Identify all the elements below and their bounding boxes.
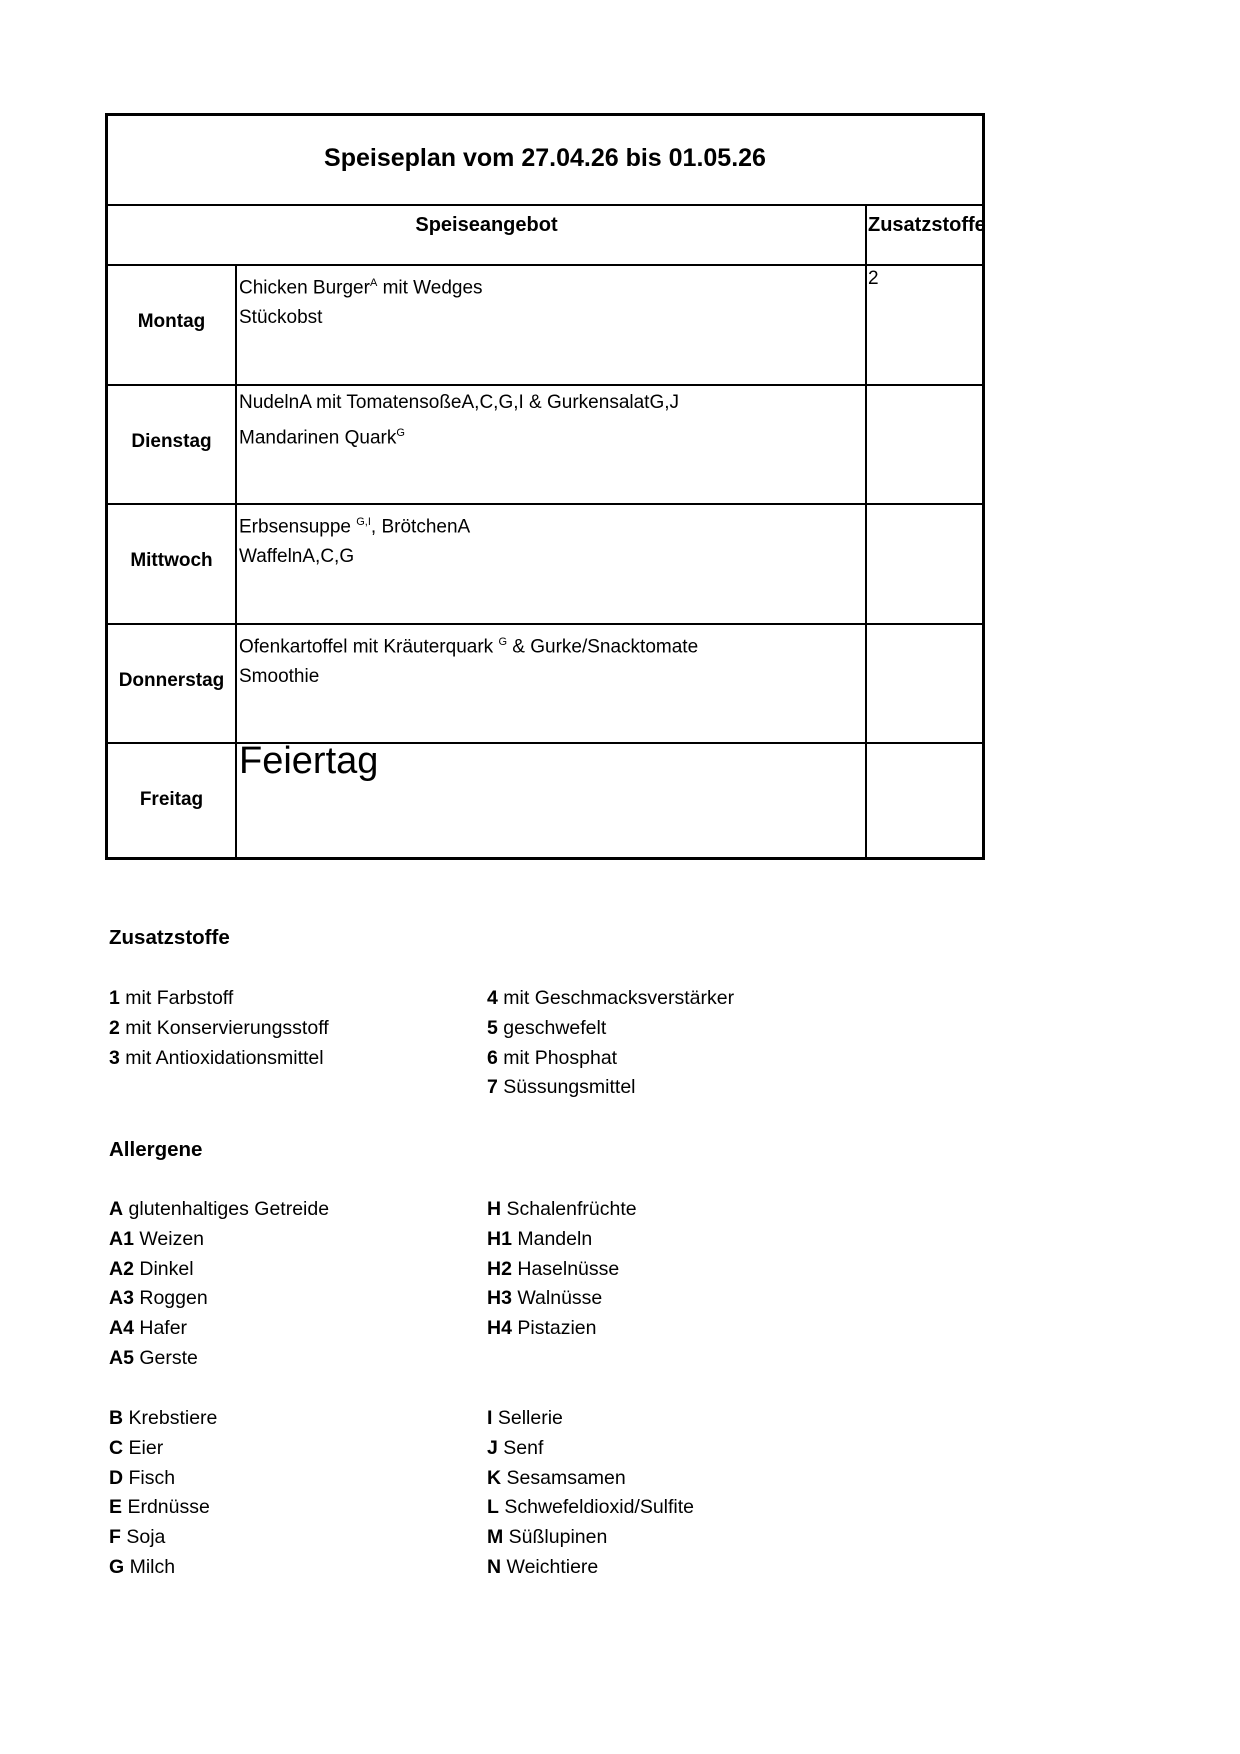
legend-item [487,1258,619,1281]
legend-item [109,1437,163,1460]
legend-key: D [109,1466,124,1489]
divider [108,204,982,206]
legend-item [109,1496,210,1519]
legend-value: Hafer [139,1317,188,1340]
legend-item [109,1228,204,1251]
legend-value: Weichtiere [506,1556,599,1578]
meal-line [239,662,698,692]
meal-fragment: mit Wedges [377,277,483,299]
additives-heading: Zusatzstoffe [109,926,230,949]
meal-line [239,303,483,333]
legend-key: 3 [109,1046,120,1069]
meal-text [239,388,679,453]
meal-line [239,418,679,453]
column-header-offer: Speiseangebot [415,214,558,236]
legend-key: A2 [109,1257,134,1280]
divider [108,503,982,505]
legend-item [109,1258,194,1281]
legend-value: Krebstiere [128,1407,218,1429]
legend-value: Schalenfrüchte [506,1198,637,1220]
day-label: Montag [137,311,206,332]
legend-key: L [487,1496,499,1519]
allergen-superscript: G,I [356,516,371,528]
divider [108,623,982,625]
legend-value: mit Antioxidationsmittel [125,1046,324,1069]
legend-item [109,1347,198,1370]
legend-value: mit Phosphat [503,1046,618,1069]
legend-key: A3 [109,1287,134,1310]
legend-key: 4 [487,987,498,1009]
legend-value: mit Konservierungsstoff [125,1016,329,1039]
meal-text [239,627,698,692]
legend-key: F [109,1526,121,1549]
legend-value: Mandeln [517,1227,593,1250]
legend-item [487,1407,563,1430]
day-label: Donnerstag [118,669,225,691]
meal-fragment: Erbsensuppe [239,516,357,538]
meal-text [239,740,379,782]
legend-value: Pistazien [517,1317,597,1340]
legend-key: 2 [109,1016,120,1039]
divider [235,264,237,857]
legend-item [109,1407,217,1430]
legend-key: E [109,1496,123,1519]
legend-item [487,1228,592,1251]
legend-value: Soja [126,1526,166,1549]
legend-key: B [109,1407,124,1429]
meal-fragment: Feiertag [239,740,379,782]
meal-fragment: WaffelnA,C,G [239,546,355,568]
divider [865,204,867,857]
legend-key: J [487,1436,498,1459]
meal-fragment: NudelnA mit TomatensoßeA,C,G,I & GurkensalatG,J [239,391,680,413]
legend-item [487,1287,602,1310]
legend-value: Roggen [139,1287,208,1310]
legend-value: Milch [129,1556,176,1578]
divider [108,384,982,386]
legend-value: Fisch [128,1466,176,1489]
legend-key: N [487,1556,502,1578]
day-label: Freitag [139,789,204,810]
legend-item [487,1526,607,1549]
allergen-superscript: G [498,635,507,648]
legend-key: A [109,1198,124,1220]
legend-item [487,1496,694,1519]
legend-value: Süßlupinen [508,1526,608,1549]
legend-value: Schwefeldioxid/Sulfite [504,1496,695,1519]
meal-text [239,268,483,333]
meal-fragment: Chicken Burger [239,277,370,299]
allergens-heading: Allergene [109,1138,203,1161]
legend-item [109,1017,329,1040]
legend-value: mit Geschmacksverstärker [503,987,735,1009]
legend-key: 5 [487,1016,498,1039]
legend-value: Walnüsse [517,1287,603,1310]
legend-key: H3 [487,1287,512,1310]
meal-fragment: Mandarinen Quark [239,426,397,448]
legend-item [109,1556,175,1579]
allergen-superscript: A [369,277,378,289]
legend-key: A5 [109,1347,134,1369]
legend-item [487,1198,637,1221]
legend-key: H1 [487,1227,512,1250]
legend-item [487,1076,636,1099]
meal-fragment: Smoothie [239,665,320,687]
legend-key: 7 [487,1076,498,1099]
legend-key: K [487,1466,502,1489]
legend-item [487,1047,617,1070]
legend-value: glutenhaltiges Getreide [128,1198,330,1220]
legend-value: Sesamsamen [506,1466,626,1489]
legend-key: G [109,1556,125,1578]
legend-value: Süssungsmittel [503,1076,636,1099]
meal-fragment: Ofenkartoffel mit Kräuterquark [239,635,499,657]
column-header-additives: Zusatzstoffe [868,214,986,236]
legend-value: Dinkel [139,1257,194,1280]
legend-item [487,1556,598,1579]
meal-line [239,542,470,572]
meal-line [239,740,379,782]
legend-item [109,1047,324,1070]
allergen-superscript: G [396,426,405,439]
meal-line [239,388,679,418]
legend-value: Gerste [139,1347,198,1369]
divider [108,264,982,266]
legend-key: 1 [109,987,120,1009]
additives-value: 2 [868,268,879,289]
legend-item [487,1437,543,1460]
legend-key: A4 [109,1317,134,1340]
day-label: Dienstag [131,430,212,452]
legend-item [109,1467,175,1490]
legend-value: Haselnüsse [517,1257,620,1280]
legend-key: H [487,1198,502,1220]
legend-value: geschwefelt [503,1016,607,1039]
legend-key: H4 [487,1317,512,1340]
meal-line [239,627,698,662]
meal-fragment: Stückobst [239,307,323,329]
legend-item [487,1017,606,1040]
legend-item [109,987,233,1010]
legend-key: H2 [487,1257,512,1280]
legend-item [109,1317,187,1340]
day-label: Mittwoch [130,550,213,571]
legend-value: mit Farbstoff [125,987,234,1009]
legend-key: A1 [109,1227,134,1250]
meal-text [239,507,470,572]
page-title: Speiseplan vom 27.04.26 bis 01.05.26 [324,144,766,172]
legend-value: Senf [503,1436,544,1459]
legend-item [109,1287,208,1310]
legend-item [487,1317,596,1340]
legend-item [487,987,734,1010]
legend-item [109,1198,329,1221]
meal-line [239,507,470,542]
legend-item [109,1526,165,1549]
legend-value: Eier [128,1436,164,1459]
legend-key: I [487,1407,493,1429]
meal-fragment: , BrötchenA [370,516,471,538]
legend-value: Erdnüsse [127,1496,210,1519]
menu-table [105,113,985,860]
meal-fragment: & Gurke/Snacktomate [507,635,699,657]
legend-item [487,1467,626,1490]
legend-value: Sellerie [497,1407,563,1429]
legend-value: Weizen [139,1227,205,1250]
meal-line [239,268,483,303]
legend-key: C [109,1436,124,1459]
legend-key: M [487,1526,504,1549]
legend-key: 6 [487,1046,498,1069]
